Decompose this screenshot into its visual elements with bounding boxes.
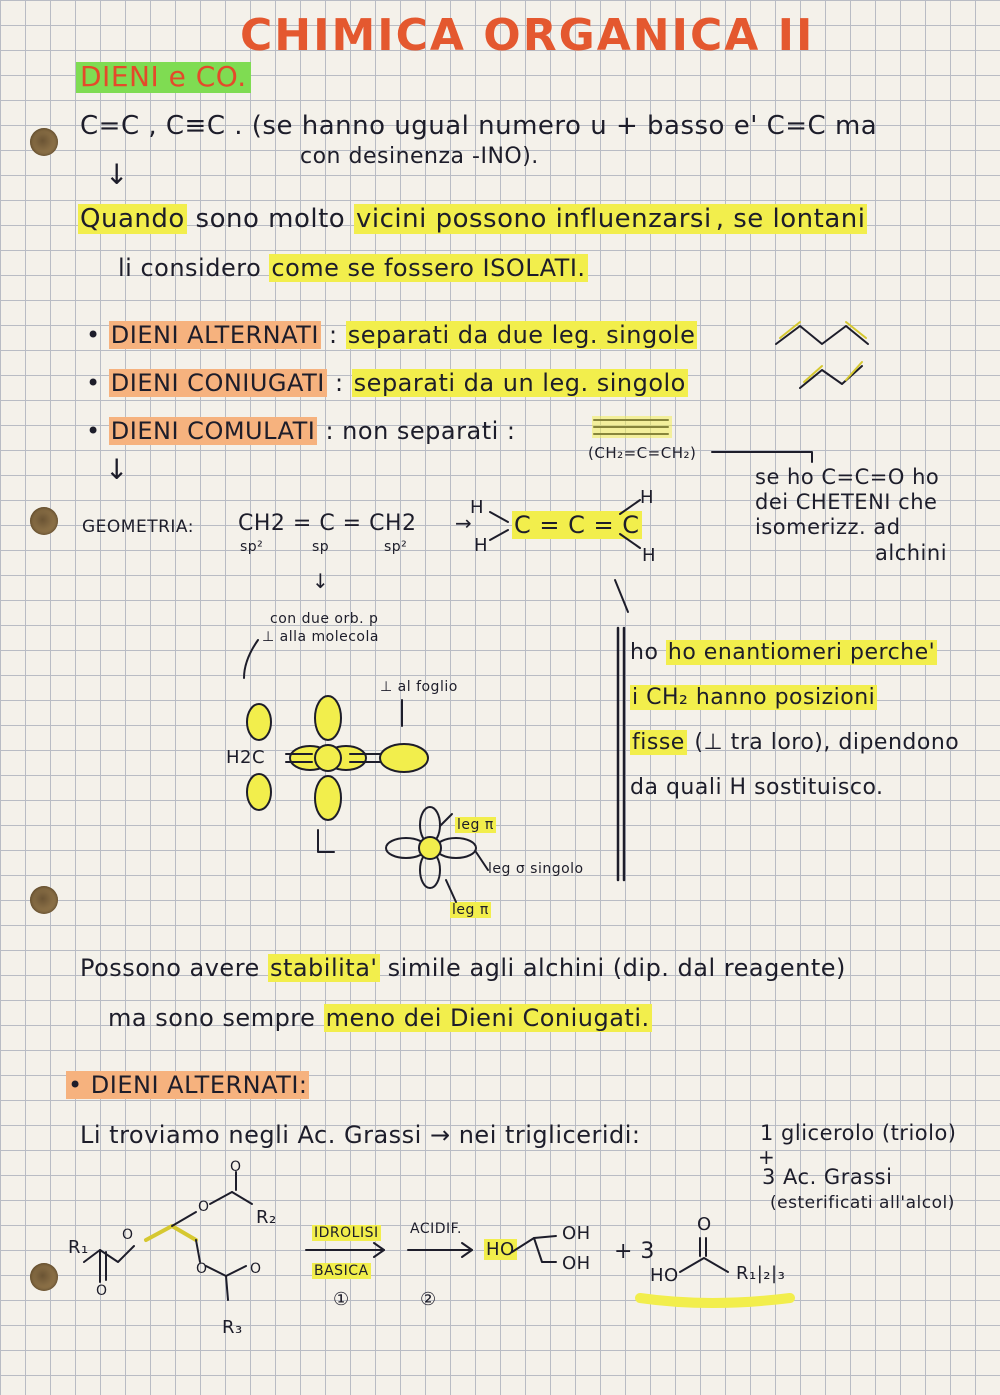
glycerol-oh: OH xyxy=(562,1253,591,1274)
section-heading-alternati: • DIENI ALTERNATI: xyxy=(68,1071,308,1099)
page-title: CHIMICA ORGANICA II xyxy=(240,10,815,61)
acid-ho: HO xyxy=(650,1265,679,1286)
allene-formula-geometry: CH2 = C = CH2 xyxy=(238,511,417,536)
arrow xyxy=(615,580,628,612)
h-label: H xyxy=(470,497,485,518)
stability-line: Possono avere stabilita' simile agli alchini (dip. dal reagente) xyxy=(80,954,846,982)
geometry-label: GEOMETRIA: xyxy=(82,517,194,537)
section-heading-dieni: DIENI e CO. xyxy=(76,62,251,93)
h-label: H xyxy=(640,487,655,508)
arrow-right: → xyxy=(455,511,473,535)
h2c-label: H2C xyxy=(226,747,266,768)
ester-o: O xyxy=(96,1283,108,1299)
list-item: • DIENI COMULATI : non separati : xyxy=(86,417,516,445)
fatty-acid-structure xyxy=(680,1238,728,1272)
arrow-down: ↓ xyxy=(105,453,129,486)
step-number: ① xyxy=(333,1289,350,1310)
glycerol-ho: HO xyxy=(486,1239,515,1260)
arrow xyxy=(318,830,334,852)
arrow xyxy=(244,640,258,678)
acid-r-group: R₁|₂|₃ xyxy=(736,1263,786,1284)
ester-o: O xyxy=(122,1227,134,1243)
arrow xyxy=(712,452,812,462)
text-line: con desinenza -INO). xyxy=(300,144,539,169)
plus-three: + 3 xyxy=(614,1239,655,1264)
reaction-step: BASICA xyxy=(314,1263,369,1279)
text-line: Quando sono molto vicini possono influenzarsi , se lontani xyxy=(80,204,866,234)
esterified-note: (esterificati all'alcol) xyxy=(770,1193,955,1213)
acid-o: O xyxy=(697,1214,712,1235)
h-label: H xyxy=(474,535,489,556)
glycerol-note: 1 glicerolo (triolo) xyxy=(760,1121,957,1145)
pi-bond-label: leg π xyxy=(452,902,489,918)
h-label: H xyxy=(642,545,657,566)
diene-alternati-sketch xyxy=(776,322,868,344)
pi-bond-label: leg π xyxy=(457,817,494,833)
list-item: • DIENI CONIUGATI : separati da un leg. singolo xyxy=(86,369,686,397)
plus-sign: + xyxy=(758,1145,776,1169)
fatty-acid-note: 3 Ac. Grassi xyxy=(762,1165,893,1189)
arrow-down: ↓ xyxy=(105,158,129,191)
r2-label: R₂ xyxy=(256,1207,277,1228)
perpendicular-note: ⊥ al foglio xyxy=(380,679,458,695)
ester-o: O xyxy=(250,1261,262,1277)
text-line: li considero come se fossero ISOLATI. xyxy=(118,254,586,282)
r3-label: R₃ xyxy=(222,1317,243,1338)
cumulene-sketch xyxy=(592,416,672,438)
diene-coniugati-sketch xyxy=(800,362,862,388)
r1-label: R₁ xyxy=(68,1237,89,1258)
sp-orbital-flower xyxy=(386,807,488,902)
text-line: C=C , C≡C . (se hanno ugual numero u + basso e' C=C ma xyxy=(80,111,878,141)
enantiomer-note: ho ho enantiomeri perche' i CH₂ hanno posizioni fisse (⊥ tra loro), dipendono da quali H sostituisco. xyxy=(630,640,960,801)
hybridization-label: sp² xyxy=(240,539,264,555)
sigma-bond-label: leg σ singolo xyxy=(488,861,584,877)
glycerol-oh: OH xyxy=(562,1223,591,1244)
hybridization-label: sp² xyxy=(384,539,408,555)
reaction-arrows xyxy=(306,1243,472,1257)
glycerol-structure xyxy=(512,1236,556,1262)
triglyceride-structure xyxy=(84,1172,252,1300)
orbital-note: con due orb. p xyxy=(270,611,379,627)
ester-o: O xyxy=(196,1261,208,1277)
p-orbital-diagram xyxy=(247,696,428,820)
step-number: ② xyxy=(420,1289,437,1310)
allene-formula: (CH₂=C=CH₂) xyxy=(588,444,697,462)
reaction-step: ACIDIF. xyxy=(410,1221,462,1237)
ester-o: O xyxy=(198,1199,210,1215)
arrow-down: ↓ xyxy=(312,569,330,593)
orbital-note: ⊥ alla molecola xyxy=(262,629,379,645)
reaction-step: IDROLISI xyxy=(314,1225,379,1241)
stability-line: ma sono sempre meno dei Dieni Coniugati. xyxy=(108,1004,650,1032)
list-item: • DIENI ALTERNATI : separati da due leg. singole xyxy=(86,321,696,349)
ketene-note: se ho C=C=O ho dei CHETENI che isomerizz. ad alchini xyxy=(755,465,948,565)
hybridization-label: sp xyxy=(312,539,330,555)
allene-structure: C = C = C xyxy=(514,511,640,539)
ester-o: O xyxy=(230,1159,242,1175)
text-line: Li troviamo negli Ac. Grassi → nei trigliceridi: xyxy=(80,1121,641,1149)
